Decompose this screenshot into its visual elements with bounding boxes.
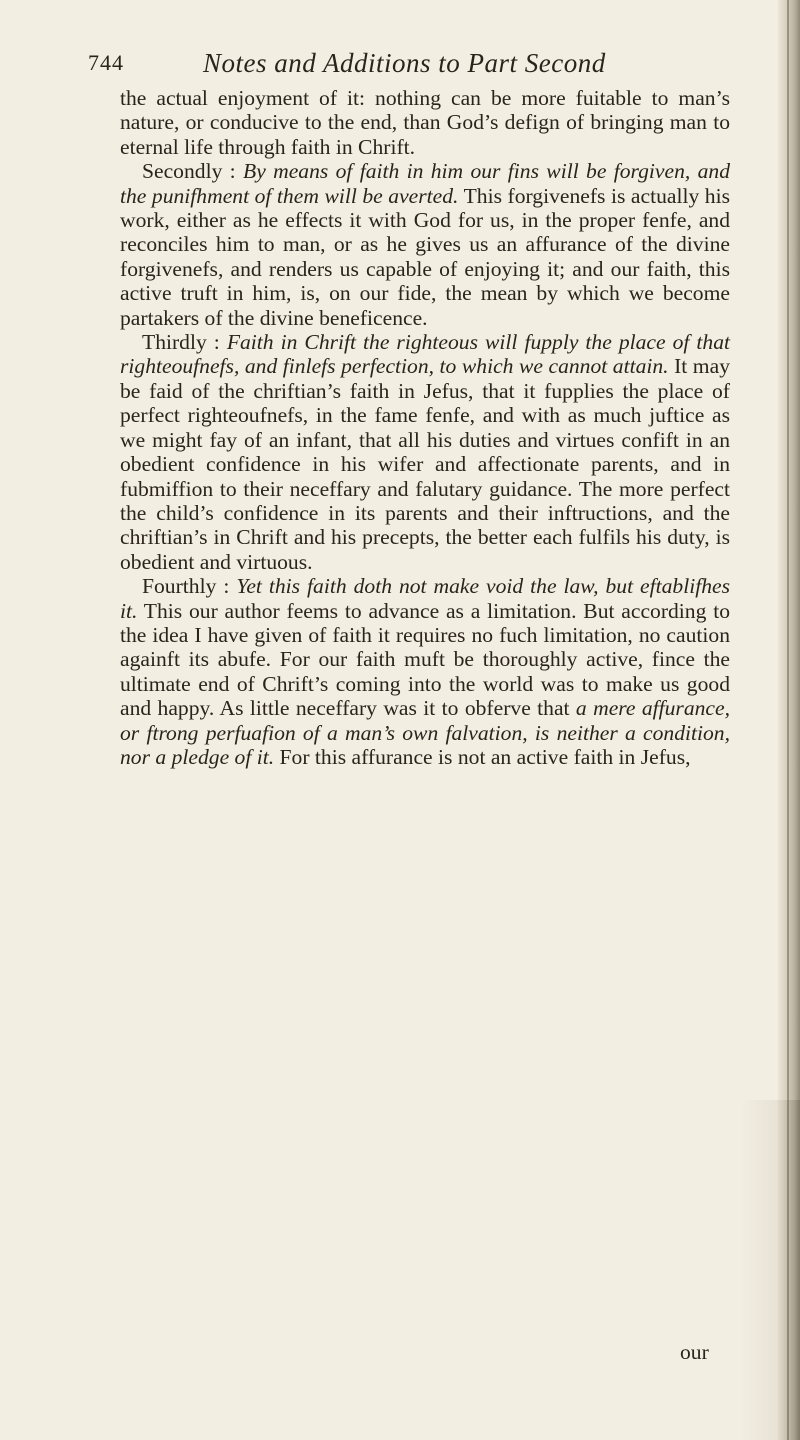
page-shadow <box>740 1100 800 1440</box>
paragraph-lead: Secondly : <box>142 159 244 184</box>
paragraph-lead: Fourthly : <box>142 574 237 599</box>
paragraph <box>120 86 730 159</box>
paragraph-text: This forgivenefs is actually his work, either as he effects it with God for us, in the proper fenfe, and reconciles him to man, or as he gives us an affurance of the divine forgivenefs, and renders us capable of enjoying it; and our faith, this active truft in him, is, on our fide, the mean by which we become partakers of the divine beneficence. <box>120 183 730 330</box>
paragraph-italic-quote: a mere affurance, or ftrong perfuafion of a man’s own falvation, is neither a condition, nor a pledge of it. <box>120 696 730 769</box>
paragraph-lead: Thirdly : <box>142 330 227 355</box>
paragraph-text: the actual enjoyment of it: nothing can be more fuitable to man’s nature, or conducive to the end, than God’s defign of bringing man to eternal life through faith in Chrift. <box>120 86 730 159</box>
catchword: our <box>680 1340 709 1364</box>
paragraph <box>120 574 730 769</box>
paragraph-text: This our author feems to advance as a limitation. But according to the idea I have given of faith it requires no fuch limitation, no caution againft its abufe. For our faith muft be thoroughly active, fince the ultimate end of Chrift’s coming into the world was to make us good and happy. As little neceffary was it to obferve that <box>120 598 730 721</box>
paragraph-text: It may be faid of the chriftian’s faith in Jefus, that it fupplies the place of perfect righteoufnefs, in the fame fenfe, and with as much juftice as we might fay of an infant, that all his duties and virtues confift in an obedient confidence in his wifer and affectionate parents, and in fubmiffion to their neceffary and falutary guidance. The more perfect the child’s confidence in its parents and their inftructions, and the chriftian’s in Chrift and his precepts, the better each fulfils his duty, is obedient and virtuous. <box>120 354 730 574</box>
paragraph-italic-proposition: By means of faith in him our fins will be forgiven, and the punifhment of them will be averted. <box>120 159 730 208</box>
running-head: Notes and Additions to Part Second <box>203 48 606 78</box>
body-text <box>120 86 730 769</box>
page-header <box>88 48 708 84</box>
paragraph <box>120 159 730 330</box>
paragraph-text: For this affurance is not an active faith in Jefus, <box>274 744 691 769</box>
paragraph-italic-proposition: Yet this faith doth not make void the law, but eftablifhes it. <box>120 574 730 623</box>
paragraph-italic-proposition: Faith in Chrift the righteous will fupply the place of that righteoufnefs, and finlefs perfection, to which we cannot attain. <box>120 330 731 379</box>
paragraph <box>120 330 730 574</box>
page-number: 744 <box>88 50 124 75</box>
